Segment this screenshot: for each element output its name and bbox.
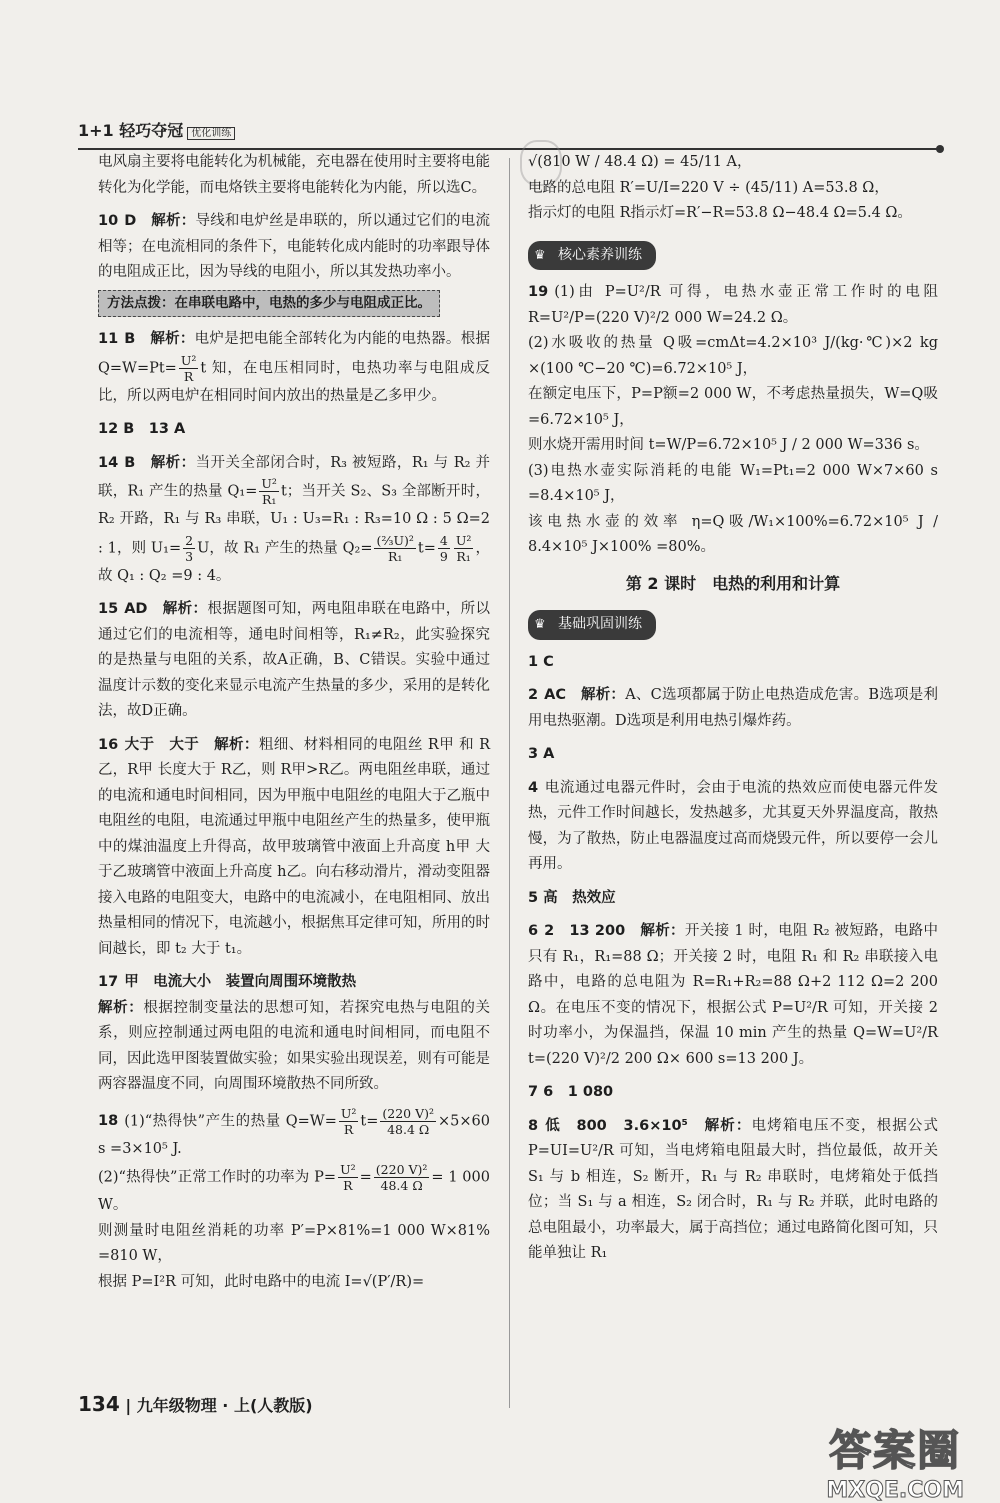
answer-5 bbox=[528, 886, 938, 912]
q-text: t= bbox=[360, 1113, 379, 1129]
frac-den: R bbox=[343, 1178, 353, 1193]
answer-1 bbox=[528, 650, 938, 676]
q-answer: 甲 电流大小 装置向周围环境散热 bbox=[124, 974, 357, 990]
analysis-label: 解析： bbox=[214, 736, 259, 753]
answer-18-cont1: √(810 W / 48.4 Ω) = 45/11 A， bbox=[528, 154, 752, 170]
answer-17 bbox=[98, 970, 490, 1098]
answer-16 bbox=[98, 733, 490, 963]
answer-15 bbox=[98, 597, 490, 725]
q-text: ，故 Q₁ : Q₂ =9 : 4。 bbox=[98, 540, 491, 584]
fraction bbox=[339, 1106, 359, 1137]
q-answer: 大于 大于 bbox=[124, 736, 200, 753]
q-number: 16 bbox=[98, 736, 119, 753]
answer-3 bbox=[528, 742, 938, 768]
brand-name: 1+1 轻巧夺冠 bbox=[78, 121, 184, 140]
q-text: = 1 000 W。 bbox=[98, 1169, 490, 1213]
answer-18-part3: 则测量时电阻丝消耗的功率 P′=P×81%=1 000 W×81% =810 W， bbox=[98, 1222, 490, 1264]
fraction bbox=[454, 533, 474, 564]
crown-icon: ♛ bbox=[534, 617, 546, 632]
watermark bbox=[826, 1418, 964, 1503]
q-number: 15 bbox=[98, 601, 119, 617]
answer-6 bbox=[528, 919, 938, 1072]
q-text: 电炉是把电能全部转化为内能的电热器。根据 Q=W=Pt= bbox=[98, 331, 490, 376]
series-tag: 优化训练 bbox=[187, 127, 235, 140]
fraction bbox=[438, 533, 450, 564]
frac-num: 2 bbox=[185, 532, 194, 548]
q-answers: 1 C bbox=[528, 653, 554, 670]
q-answer: AC bbox=[544, 687, 566, 703]
q-number: 8 bbox=[528, 1117, 539, 1134]
right-column bbox=[528, 150, 938, 1275]
frac-den: 48.4 Ω bbox=[380, 1178, 423, 1193]
fraction bbox=[374, 533, 415, 564]
answer-19-d: 则水烧开需用时间 t=W/P=6.72×10⁵ J / 2 000 W=336 s。 bbox=[528, 437, 929, 453]
q-answer: B bbox=[124, 331, 136, 347]
analysis-label: 解析： bbox=[150, 331, 195, 347]
analysis-label: 解析： bbox=[704, 1117, 752, 1134]
q-text: 粗细、材料相同的电阻丝 R甲 和 R乙，R甲 长度大于 R乙，则 R甲>R乙。两电阻丝串联，通过的电流和通电时间相同，因为甲瓶中电阻丝的电阻大于乙瓶中电阻丝的电阻，电流通过甲瓶中电阻丝产生的热量多，使甲瓶中的煤油温度上升得高，故甲玻璃管中液面上升高度 h甲 大于乙玻璃管中液面上升高度 h乙。向右移动滑片，滑动变阻器接入电路的电阻变大，电路中的电流减小，在电阻相同、放出热量相同的情况下，电流越小，根据焦耳定律可知，所用的时间越长，即 t₂ 大于 t₁。 bbox=[98, 736, 491, 957]
frac-num: U² bbox=[340, 1162, 356, 1177]
q-text: t= bbox=[417, 540, 436, 556]
column-divider bbox=[509, 158, 510, 1408]
watermark-url: MXQE.COM bbox=[826, 1478, 964, 1503]
q-answers: 3 A bbox=[528, 746, 555, 762]
answer-11 bbox=[98, 327, 490, 409]
analysis-label: 解析： bbox=[151, 213, 196, 229]
book-title: 九年级物理 · 上(人教版) bbox=[136, 1396, 313, 1415]
q-text: 开关接 1 时，电阻 R₂ 被短路，电路中只有 R₁，R₁=88 Ω；开关接 2 时，电阻 R₁ 和 R₂ 串联接入电路中，电路的总电阻为 R=R₁+R₂=88 Ω+2 112 Ω=2 200 Ω。在电压不变的情况下，根据公式 P=U²/R 可知，开关接 2 时功率小，为保温挡，保温 10 min 产生的热量 Q=W=U²/R t=(220 V)²/2 200 Ω× 600 s=13 200 J。 bbox=[528, 923, 938, 1067]
q-text: 电烤箱电压不变，根据公式 P=UI=U²/R 可知，当电烤箱电阻最大时，挡位最低，故开关 S₁ 与 b 相连，S₂ 断开，R₁ 与 R₂ 串联时，电烤箱处于低挡位；当 S₁ 与 a 相连，S₂ 闭合时，R₁ 与 R₂ 并联，此时电路的总电阻最小，功率最大，属于高挡位；通过电路简化图可知，只能单独让 R₁ bbox=[528, 1117, 939, 1261]
frac-num: (⅔U)² bbox=[376, 532, 414, 548]
analysis-label: 解析： bbox=[162, 601, 208, 617]
q-answers: 12 B 13 A bbox=[98, 421, 186, 437]
frac-num: (220 V)² bbox=[382, 1105, 435, 1121]
q-text: t 知，在电压相同时，电热功率与电阻成反比，所以两电炉在相同时间内放出的热量是乙多甲少。 bbox=[98, 360, 490, 404]
q-text: ×5×60 s =3×10⁵ J. bbox=[98, 1113, 490, 1157]
frac-den: R₁ bbox=[456, 548, 471, 564]
section-banner-core bbox=[528, 241, 656, 271]
frac-den: 3 bbox=[185, 548, 194, 564]
q-answers: 5 高 热效应 bbox=[528, 889, 616, 906]
q-text: (1)“热得快”产生的热量 Q=W= bbox=[124, 1113, 337, 1129]
q-answer: 低 800 3.6×10⁵ bbox=[544, 1117, 688, 1134]
fraction bbox=[259, 476, 279, 507]
answer-7 bbox=[528, 1080, 938, 1106]
answer-19-c: 在额定电压下，P=P额=2 000 W，不考虑热量损失，W=Q吸 =6.72×10⁵ J， bbox=[528, 386, 938, 428]
q-number: 2 bbox=[528, 687, 539, 703]
q-text: t；当开关 S₂、S₃ 全部断开时，R₂ 开路，R₁ 与 R₃ 串联，U₁ : U₃=R₁ : R₃=10 Ω : 5 Ω=2 : 1，则 U₁= bbox=[98, 483, 490, 556]
q-number: 4 bbox=[528, 779, 539, 796]
q-answer: 2 13 200 bbox=[544, 923, 626, 939]
page-footer: 134 | 九年级物理 · 上(人教版) bbox=[78, 1392, 313, 1416]
frac-num: U² bbox=[340, 1105, 357, 1121]
q-answer: D bbox=[124, 213, 137, 229]
q-text: = bbox=[359, 1169, 372, 1186]
left-column bbox=[98, 150, 490, 1303]
answer-19-e: (3)电热水壶实际消耗的电能 W₁=Pt₁=2 000 W×7×60 s =8.4×10⁵ J， bbox=[528, 462, 938, 504]
fraction bbox=[374, 1162, 430, 1193]
q-text: 根据控制变量法的思想可知，若探究电热与电阻的关系，则应控制通过两电阻的电流和通电时间相同，而电阻不同，因此选甲图装置做实验；如果实验出现误差，则有可能是两容器温度不同，向周围环境散热不同所致。 bbox=[98, 999, 491, 1092]
answer-18 bbox=[98, 1106, 490, 1163]
analysis-label: 解析： bbox=[580, 687, 626, 703]
banner-label: 基础巩固训练 bbox=[558, 616, 642, 632]
fraction bbox=[183, 533, 195, 564]
q-number: 14 bbox=[98, 454, 119, 471]
answer-18-cont2: 电路的总电阻 R′=U/I=220 V ÷ (45/11) A=53.8 Ω， bbox=[528, 179, 889, 196]
answer-18-cont3: 指示灯的电阻 R指示灯=R′−R=53.8 Ω−48.4 Ω=5.4 Ω。 bbox=[528, 205, 912, 221]
fraction bbox=[179, 353, 199, 384]
frac-num: (220 V)² bbox=[375, 1162, 428, 1177]
answer-19-b: (2)水吸收的热量 Q吸=cmΔt=4.2×10³ J/(kg·℃)×2 kg ×(100 ℃−20 ℃)=6.72×10⁵ J， bbox=[528, 335, 938, 377]
q-number: 17 bbox=[98, 974, 119, 990]
answer-19-f: 该电热水壶的效率 η=Q吸/W₁×100%=6.72×10⁵ J / 8.4×10⁵ J×100% =80%。 bbox=[528, 513, 938, 555]
answer-10 bbox=[98, 209, 490, 286]
q-text: (1)由 P=U²/R 可得，电热水壶正常工作时的电阻 R=U²/P=(220 V)²/2 000 W=24.2 Ω。 bbox=[528, 284, 938, 326]
q-number: 10 bbox=[98, 213, 119, 229]
q-answer: AD bbox=[124, 601, 148, 617]
answer-12-13 bbox=[98, 417, 490, 443]
page-number: 134 bbox=[78, 1392, 120, 1416]
answer-14 bbox=[98, 451, 490, 590]
q-answers: 7 6 1 080 bbox=[528, 1084, 614, 1100]
answer-18-part4: 根据 P=I²R 可知，此时电路中的电流 I=√(P′/R)= bbox=[98, 1273, 425, 1290]
q-text: 当开关全部闭合时，R₃ 被短路，R₁ 与 R₂ 并联，R₁ 产生的热量 Q₁= bbox=[98, 454, 491, 500]
q-text: 电流通过电器元件时，会由于电流的热效应而使电器元件发热，元件工作时间越长，发热越多，尤其夏天外界温度高，散热慢，为了散热，防止电器温度过高而烧毁元件，所以要停一会儿再用。 bbox=[528, 779, 938, 872]
frac-den: 48.4 Ω bbox=[387, 1121, 430, 1137]
q-text: U，故 R₁ 产生的热量 Q₂= bbox=[197, 540, 373, 556]
frac-den: R bbox=[183, 368, 194, 384]
q-text: A、C选项都属于防止电热造成危害。B选项是利用电热驱潮。D选项是利用电热引爆炸药。 bbox=[528, 687, 938, 729]
banner-label: 核心素养训练 bbox=[558, 246, 642, 263]
q-number: 18 bbox=[98, 1113, 119, 1129]
analysis-label: 解析： bbox=[98, 999, 144, 1016]
q-number: 11 bbox=[98, 331, 119, 347]
frac-den: R₁ bbox=[387, 548, 403, 564]
answer-8 bbox=[528, 1114, 938, 1267]
analysis-label: 解析： bbox=[640, 923, 685, 939]
q-text: (2)“热得快”正常工作时的功率为 P= bbox=[98, 1169, 337, 1186]
q-text: 导线和电炉丝是串联的，所以通过它们的电流相等；在电流相同的条件下，电能转化成内能时的功率跟导体的电阻成正比，因为导线的电阻小，所以其发热功率小。 bbox=[98, 213, 491, 280]
q-number: 6 bbox=[528, 923, 539, 939]
lesson-title: 第 2 课时 电热的利用和计算 bbox=[625, 573, 841, 593]
answer-19 bbox=[528, 280, 938, 331]
q-answer: B bbox=[124, 454, 136, 471]
crown-icon: ♛ bbox=[534, 247, 546, 263]
q-number: 19 bbox=[528, 284, 549, 300]
frac-num: U² bbox=[180, 352, 197, 368]
answer-9-tail: 电风扇主要将电能转化为机械能，充电器在使用时主要将电能转化为化学能，而电烙铁主要将电能转化为内能，所以选C。 bbox=[98, 154, 490, 196]
brand-logo bbox=[78, 118, 235, 141]
frac-den: R bbox=[343, 1121, 354, 1137]
frac-den: 9 bbox=[439, 548, 448, 564]
answer-18-part2 bbox=[98, 1162, 490, 1219]
fraction bbox=[338, 1162, 358, 1193]
answer-2 bbox=[528, 683, 938, 734]
fraction bbox=[380, 1106, 436, 1137]
frac-num: U² bbox=[455, 532, 472, 548]
section-banner-basic bbox=[528, 610, 656, 640]
q-text: 根据题图可知，两电阻串联在电路中，所以通过它们的电流相等，通电时间相等，R₁≠R₂，此实验探究的是热量与电阻的关系，故A正确，B、C错误。实验中通过温度计示数的变化来显示电流产生热量的多少，采用的是转化法，故D正确。 bbox=[98, 601, 491, 719]
method-tip: 方法点拨：在串联电路中，电热的多少与电阻成正比。 bbox=[98, 290, 440, 318]
answer-4 bbox=[528, 776, 938, 878]
page-header bbox=[78, 112, 940, 152]
frac-den: R₁ bbox=[261, 492, 277, 507]
watermark-logo: 答案圈 bbox=[829, 1426, 962, 1475]
frac-num: U² bbox=[261, 476, 277, 491]
analysis-label: 解析： bbox=[150, 454, 196, 471]
frac-num: 4 bbox=[439, 532, 448, 548]
